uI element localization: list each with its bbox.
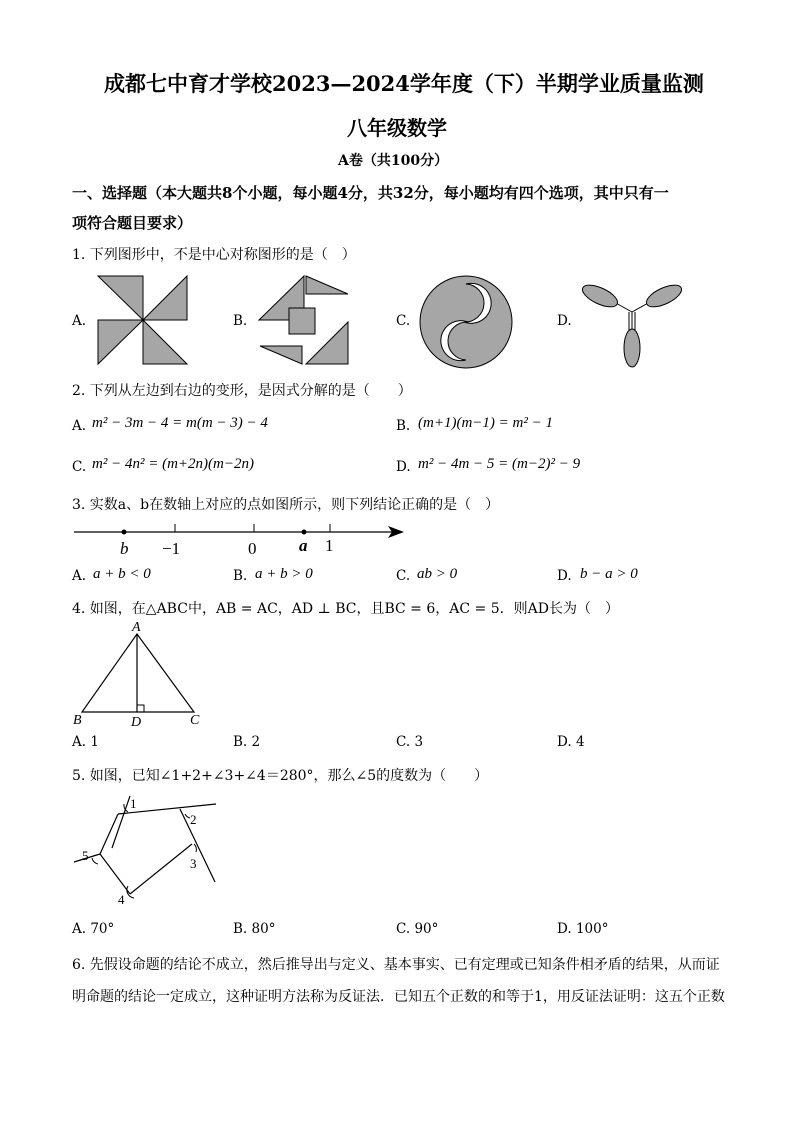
q1-label-d: D. (557, 313, 572, 329)
q6-line2: 明命题的结论一定成立，这种证明方法称为反证法．已知五个正数的和等于1，用反证法证明：这五个正数 (72, 989, 725, 1005)
q1-figure-b-triangles (256, 274, 352, 366)
q4-option-b (233, 734, 260, 750)
section-heading-line2: 项符合题目要求） (72, 214, 193, 232)
subject-title: 八年级数学 (347, 116, 447, 140)
q2-option-b-expr: (m+1)(m−1) = m² − 1 (418, 415, 553, 431)
q5-option-c-label: C. (396, 921, 411, 937)
q5-angle-1: 1 (130, 796, 137, 811)
q5-option-b (233, 921, 275, 937)
q3-label-one: 1 (325, 536, 334, 555)
q1-label-c: C. (396, 313, 411, 329)
volume-title: A卷（共100分） (338, 153, 449, 169)
q4-option-a-label: A. (72, 734, 87, 750)
q1-figure-d-petals (580, 276, 684, 370)
q4-point-a: A (132, 620, 141, 635)
q3-option-d-expr: b − a > 0 (580, 566, 638, 582)
q4-option-b-value: 2 (251, 734, 261, 750)
q3-label-neg1: −1 (162, 539, 181, 558)
q5-option-a (72, 921, 114, 937)
q2-option-a-expr: m² − 3m − 4 = m(m − 3) − 4 (92, 415, 268, 431)
q2-option-c-expr: m² − 4n² = (m+2n)(m−2n) (92, 456, 254, 472)
q5-option-a-label: A. (72, 921, 87, 937)
q3-number-line (70, 520, 410, 560)
q3-option-b-label: B. (233, 568, 248, 584)
q1-stem: 1. 下列图形中，不是中心对称图形的是（ ） (72, 247, 356, 263)
q4-option-d-label: D. (557, 734, 572, 750)
q5-option-b-label: B. (233, 921, 248, 937)
q2-option-c-label: C. (72, 459, 87, 475)
q5-option-c-value: 90° (414, 921, 439, 937)
q2-option-d-label: D. (396, 459, 411, 475)
q4-point-b: B (73, 713, 82, 728)
q4-option-c-label: C. (396, 734, 411, 750)
page-title: 成都七中育才学校2023—2024学年度（下）半期学业质量监测 (104, 71, 704, 96)
q5-angle-2: 2 (190, 812, 197, 827)
q3-option-c-expr: ab > 0 (417, 566, 458, 582)
q3-label-b: b (120, 539, 129, 558)
q1-label-a: A. (72, 313, 87, 329)
q2-stem: 2. 下列从左边到右边的变形，是因式分解的是（ ） (72, 383, 412, 399)
q5-option-b-value: 80° (251, 921, 276, 937)
q3-option-d-label: D. (557, 568, 572, 584)
q4-option-b-label: B. (233, 734, 248, 750)
q1-figure-a-pinwheel (96, 274, 190, 366)
q5-option-d-value: 100° (575, 921, 609, 937)
q4-option-d (557, 734, 585, 750)
q3-option-c-label: C. (396, 568, 411, 584)
q5-option-c (396, 921, 438, 937)
q5-stem: 5. 如图，已知∠1+2+∠3+∠4＝280°，那么∠5的度数为（ ） (72, 768, 489, 784)
q6-line1: 6. 先假设命题的结论不成立，然后推导出与定义、基本事实、已有定理或已知条件相矛盾的结果，从而证 (72, 957, 720, 973)
q5-pentagon-figure (70, 786, 230, 916)
q4-triangle-figure (70, 618, 210, 732)
q3-label-a: a (299, 536, 308, 555)
q2-option-b-label: B. (396, 418, 411, 434)
q5-option-d-label: D. (557, 921, 572, 937)
q5-option-d (557, 921, 608, 937)
q4-point-c: C (190, 713, 200, 728)
q4-stem: 4. 如图，在△ABC中，AB = AC，AD ⊥ BC，且BC = 6，AC = 5．则AD长为（ ） (72, 601, 619, 617)
q5-option-a-value: 70° (90, 921, 115, 937)
q3-option-a-label: A. (72, 568, 87, 584)
q5-angle-5: 5 (82, 848, 89, 863)
q2-option-d-expr: m² − 4m − 5 = (m−2)² − 9 (418, 456, 581, 472)
q3-option-a-expr: a + b < 0 (93, 566, 151, 582)
q4-option-a-value: 1 (90, 734, 99, 750)
q3-label-zero: 0 (248, 539, 257, 558)
section-heading-line1: 一、选择题（本大题共8个小题，每小题4分，共32分，每小题均有四个选项，其中只有一 (72, 184, 669, 202)
q5-angle-3: 3 (190, 856, 197, 871)
q5-angle-4: 4 (118, 892, 125, 907)
q4-option-c (396, 734, 423, 750)
q4-option-c-value: 3 (414, 734, 424, 750)
q3-option-b-expr: a + b > 0 (255, 566, 313, 582)
q3-stem: 3. 实数a、b在数轴上对应的点如图所示，则下列结论正确的是（ ） (72, 497, 500, 513)
q1-figure-c-swirl (418, 274, 514, 370)
q4-option-d-value: 4 (575, 734, 585, 750)
q4-point-d: D (131, 715, 142, 730)
q2-option-a-label: A. (72, 418, 87, 434)
q4-option-a (72, 734, 99, 750)
q1-label-b: B. (233, 313, 248, 329)
